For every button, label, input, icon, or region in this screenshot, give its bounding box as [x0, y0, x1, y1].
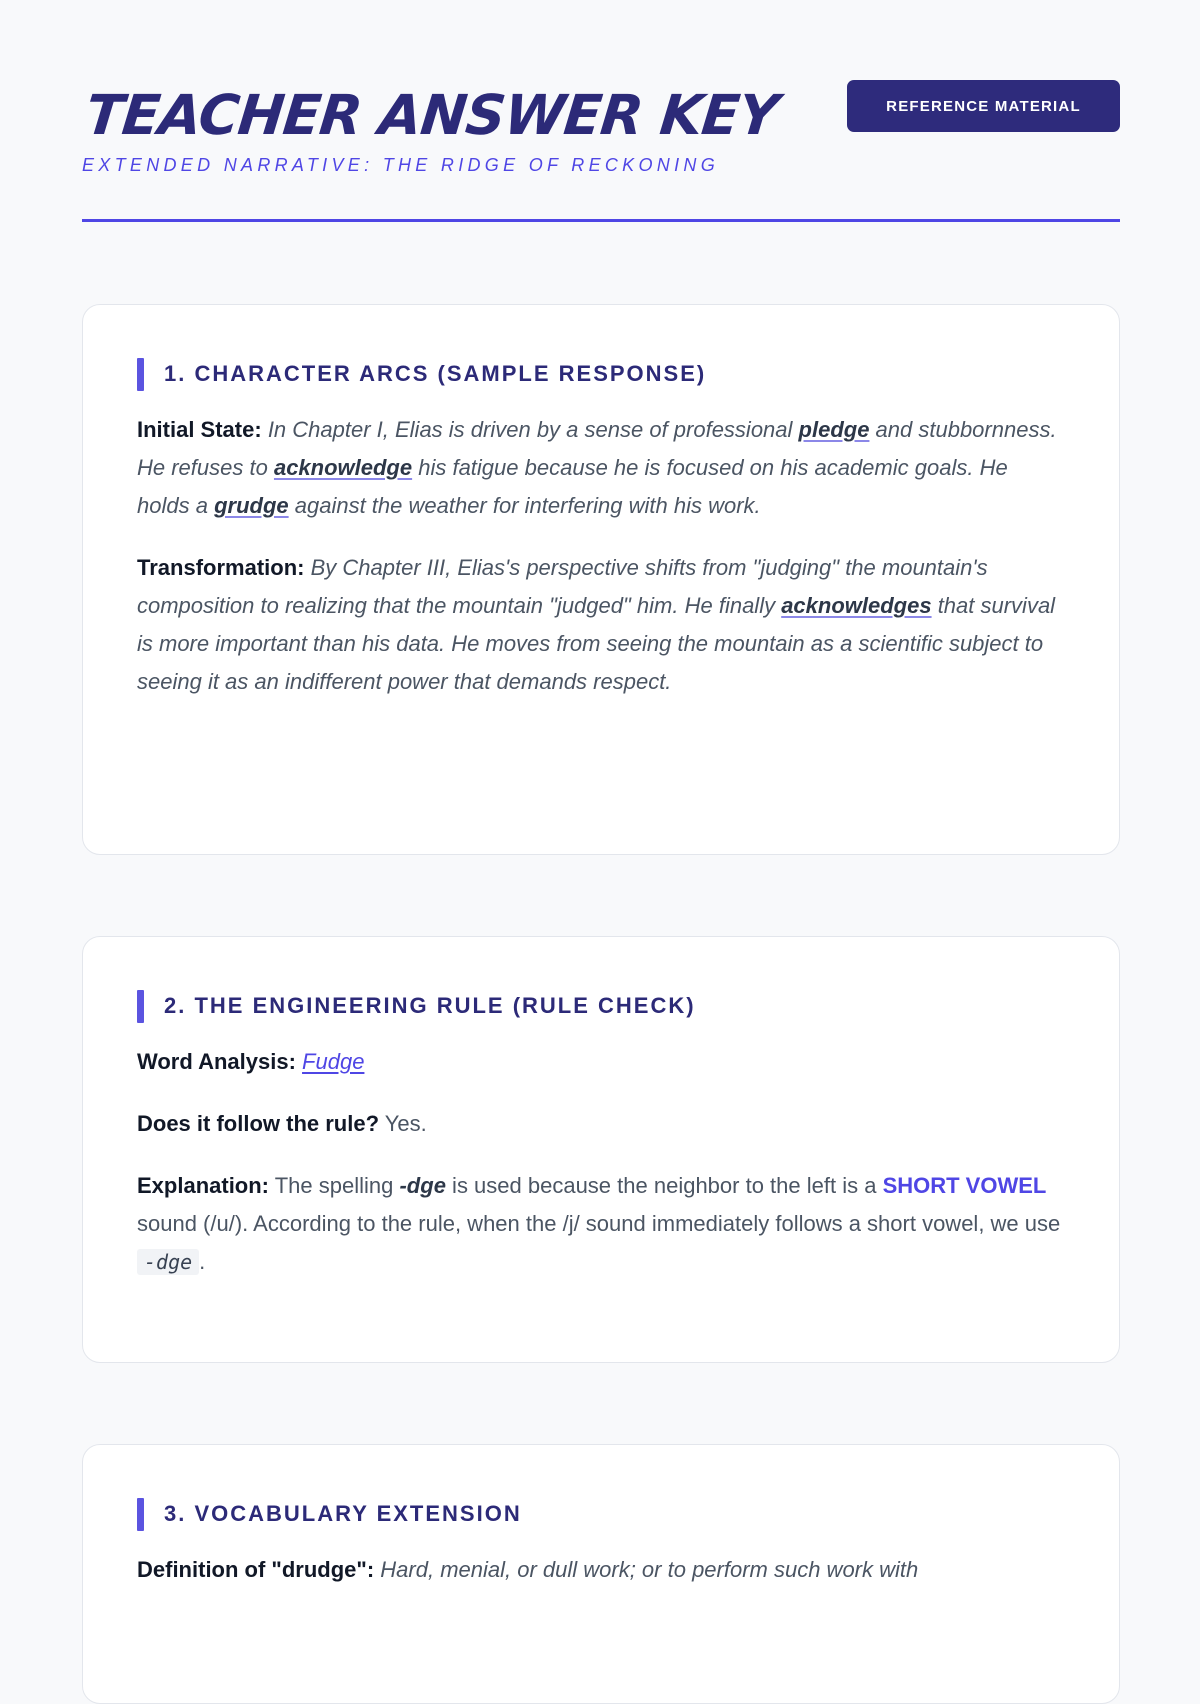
- short-vowel-highlight: SHORT VOWEL: [882, 1173, 1047, 1198]
- rule-follow-paragraph: [137, 1105, 1065, 1143]
- character-arcs-card: [82, 304, 1120, 855]
- keyword-pledge: pledge: [798, 417, 870, 442]
- word-analysis-paragraph: [137, 1043, 1065, 1081]
- transformation-text-2: that survival is more important than his data. He moves from seeing the mountain as a scientific subject to seeing it as an indifferent power that demands respect.: [137, 593, 1056, 694]
- definition-text: Hard, menial, or dull work; or to perform such work with: [380, 1557, 919, 1582]
- page-title: TEACHER ANSWER KEY: [82, 83, 781, 147]
- definition-paragraph: [137, 1551, 1065, 1589]
- keyword-acknowledges: acknowledges: [781, 593, 932, 618]
- section-title-character-arcs: 1. CHARACTER ARCS (SAMPLE RESPONSE): [137, 357, 1065, 391]
- explanation-text-1: The spelling: [274, 1173, 400, 1198]
- explanation-text-3: sound (/u/). According to the rule, when the /j/ sound immediately follows a short vowel, we use: [137, 1211, 1061, 1236]
- initial-state-text-1: In Chapter I, Elias is driven by a sense of professional: [267, 417, 799, 442]
- keyword-grudge: grudge: [214, 493, 289, 518]
- transformation-label: Transformation:: [137, 555, 305, 580]
- initial-state-text-3: his fatigue because he is focused on his academic goals. He holds a: [137, 455, 1008, 518]
- explanation-label: Explanation:: [137, 1173, 270, 1198]
- initial-state-paragraph: [137, 411, 1065, 525]
- transformation-text-1: By Chapter III, Elias's perspective shifts from "judging" the mountain's composition to realizing that the mountain "judged" him. He finally: [137, 555, 988, 618]
- engineering-rule-card: [82, 936, 1120, 1363]
- dge-code-snippet: -dge: [137, 1249, 199, 1275]
- explanation-dge-term: -dge: [399, 1173, 446, 1198]
- page-header: [82, 0, 1120, 222]
- transformation-paragraph: [137, 549, 1065, 701]
- rule-follow-value: Yes.: [384, 1111, 427, 1136]
- initial-state-text-4: against the weather for interfering with his work.: [288, 493, 761, 518]
- definition-label: Definition of "drudge":: [137, 1557, 375, 1582]
- explanation-paragraph: [137, 1167, 1065, 1281]
- answer-key-page: [82, 0, 1120, 1582]
- word-analysis-link[interactable]: Fudge: [302, 1049, 365, 1074]
- reference-material-badge: REFERENCE MATERIAL: [847, 80, 1120, 132]
- vocabulary-extension-card: [82, 1444, 1120, 1704]
- section-title-vocabulary: 3. VOCABULARY EXTENSION: [137, 1497, 1065, 1531]
- initial-state-text-2: and stubbornness. He refuses to: [137, 417, 1057, 480]
- explanation-text-4: .: [199, 1249, 206, 1274]
- initial-state-label: Initial State:: [137, 417, 262, 442]
- keyword-acknowledge: acknowledge: [273, 455, 413, 480]
- word-analysis-label: Word Analysis:: [137, 1049, 296, 1074]
- page-subtitle: EXTENDED NARRATIVE: THE RIDGE OF RECKONING: [82, 155, 719, 175]
- explanation-text-2: is used because the neighbor to the left is a: [445, 1173, 883, 1198]
- rule-follow-label: Does it follow the rule?: [137, 1111, 380, 1136]
- section-title-engineering-rule: 2. THE ENGINEERING RULE (RULE CHECK): [137, 989, 1065, 1023]
